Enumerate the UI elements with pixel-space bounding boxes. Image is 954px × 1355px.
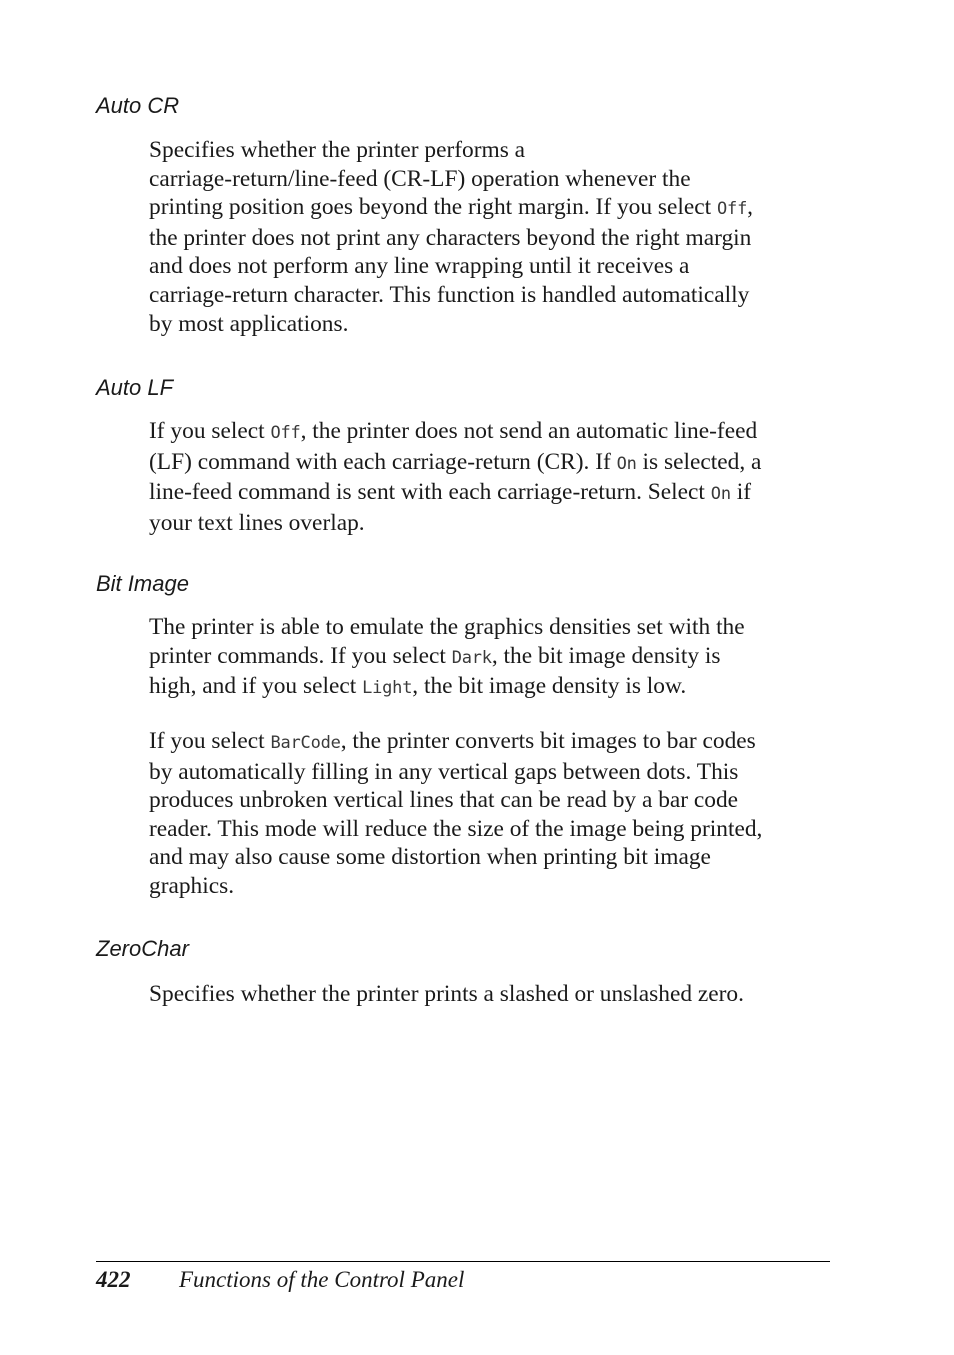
footer-rule	[96, 1261, 830, 1262]
text-line: If you select BarCode, the printer converts bit images to bar codes	[149, 728, 756, 754]
text-line: Specifies whether the printer performs a	[149, 137, 526, 163]
text-line: carriage-return character. This function is handled automatically	[149, 281, 750, 308]
paragraph-bit-image-barcode	[149, 727, 839, 901]
text-line: line-feed command is sent with each carriage-return. Select On if	[149, 479, 751, 506]
setting-value-barcode: BarCode	[270, 733, 341, 753]
section-heading-bit-image: Bit Image	[96, 571, 189, 596]
text-line: Specifies whether the printer prints a slashed or unslashed zero.	[149, 981, 744, 1007]
text-line: and may also cause some distortion when printing bit image	[149, 844, 711, 871]
text-line: printing position goes beyond the right margin. If you select Off,	[149, 194, 753, 221]
paragraph-auto-lf	[149, 417, 839, 537]
text-line: printer commands. If you select Dark, the bit image density is	[149, 642, 721, 669]
paragraph-zerochar	[149, 980, 839, 1009]
text-line: by automatically filling in any vertical gaps between dots. This	[149, 758, 739, 785]
paragraph-bit-image-density	[149, 613, 839, 703]
setting-value-off: Off	[717, 199, 748, 220]
section-heading-zerochar: ZeroChar	[96, 936, 189, 961]
text-line: reader. This mode will reduce the size of the image being printed,	[149, 815, 763, 842]
section-heading-auto-cr: Auto CR	[96, 93, 180, 118]
setting-value-on: On	[710, 484, 731, 505]
paragraph-auto-cr	[149, 136, 839, 338]
section-heading-auto-lf: Auto LF	[96, 375, 174, 400]
text-line: produces unbroken vertical lines that can be read by a bar code	[149, 787, 739, 814]
text-line: your text lines overlap.	[149, 509, 365, 536]
chapter-title: Functions of the Control Panel	[179, 1267, 465, 1292]
text-line: high, and if you select Light, the bit image density is low.	[149, 673, 687, 700]
text-line: carriage-return/line-feed (CR-LF) operation whenever the	[149, 165, 691, 192]
text-line: the printer does not print any characters beyond the right margin	[149, 224, 752, 251]
setting-value-light: Light	[362, 678, 413, 699]
page-number: 422	[96, 1267, 131, 1292]
text-line: by most applications.	[149, 310, 349, 337]
text-line: The printer is able to emulate the graphics densities set with the	[149, 614, 745, 640]
setting-value-dark: Dark	[451, 647, 492, 668]
text-line: graphics.	[149, 872, 235, 899]
setting-value-on: On	[616, 453, 637, 474]
text-line: If you select Off, the printer does not send an automatic line-feed	[149, 418, 758, 444]
setting-value-off: Off	[270, 423, 301, 443]
text-line: (LF) command with each carriage-return (CR). If On is selected, a	[149, 448, 762, 475]
text-line: and does not perform any line wrapping until it receives a	[149, 253, 690, 280]
